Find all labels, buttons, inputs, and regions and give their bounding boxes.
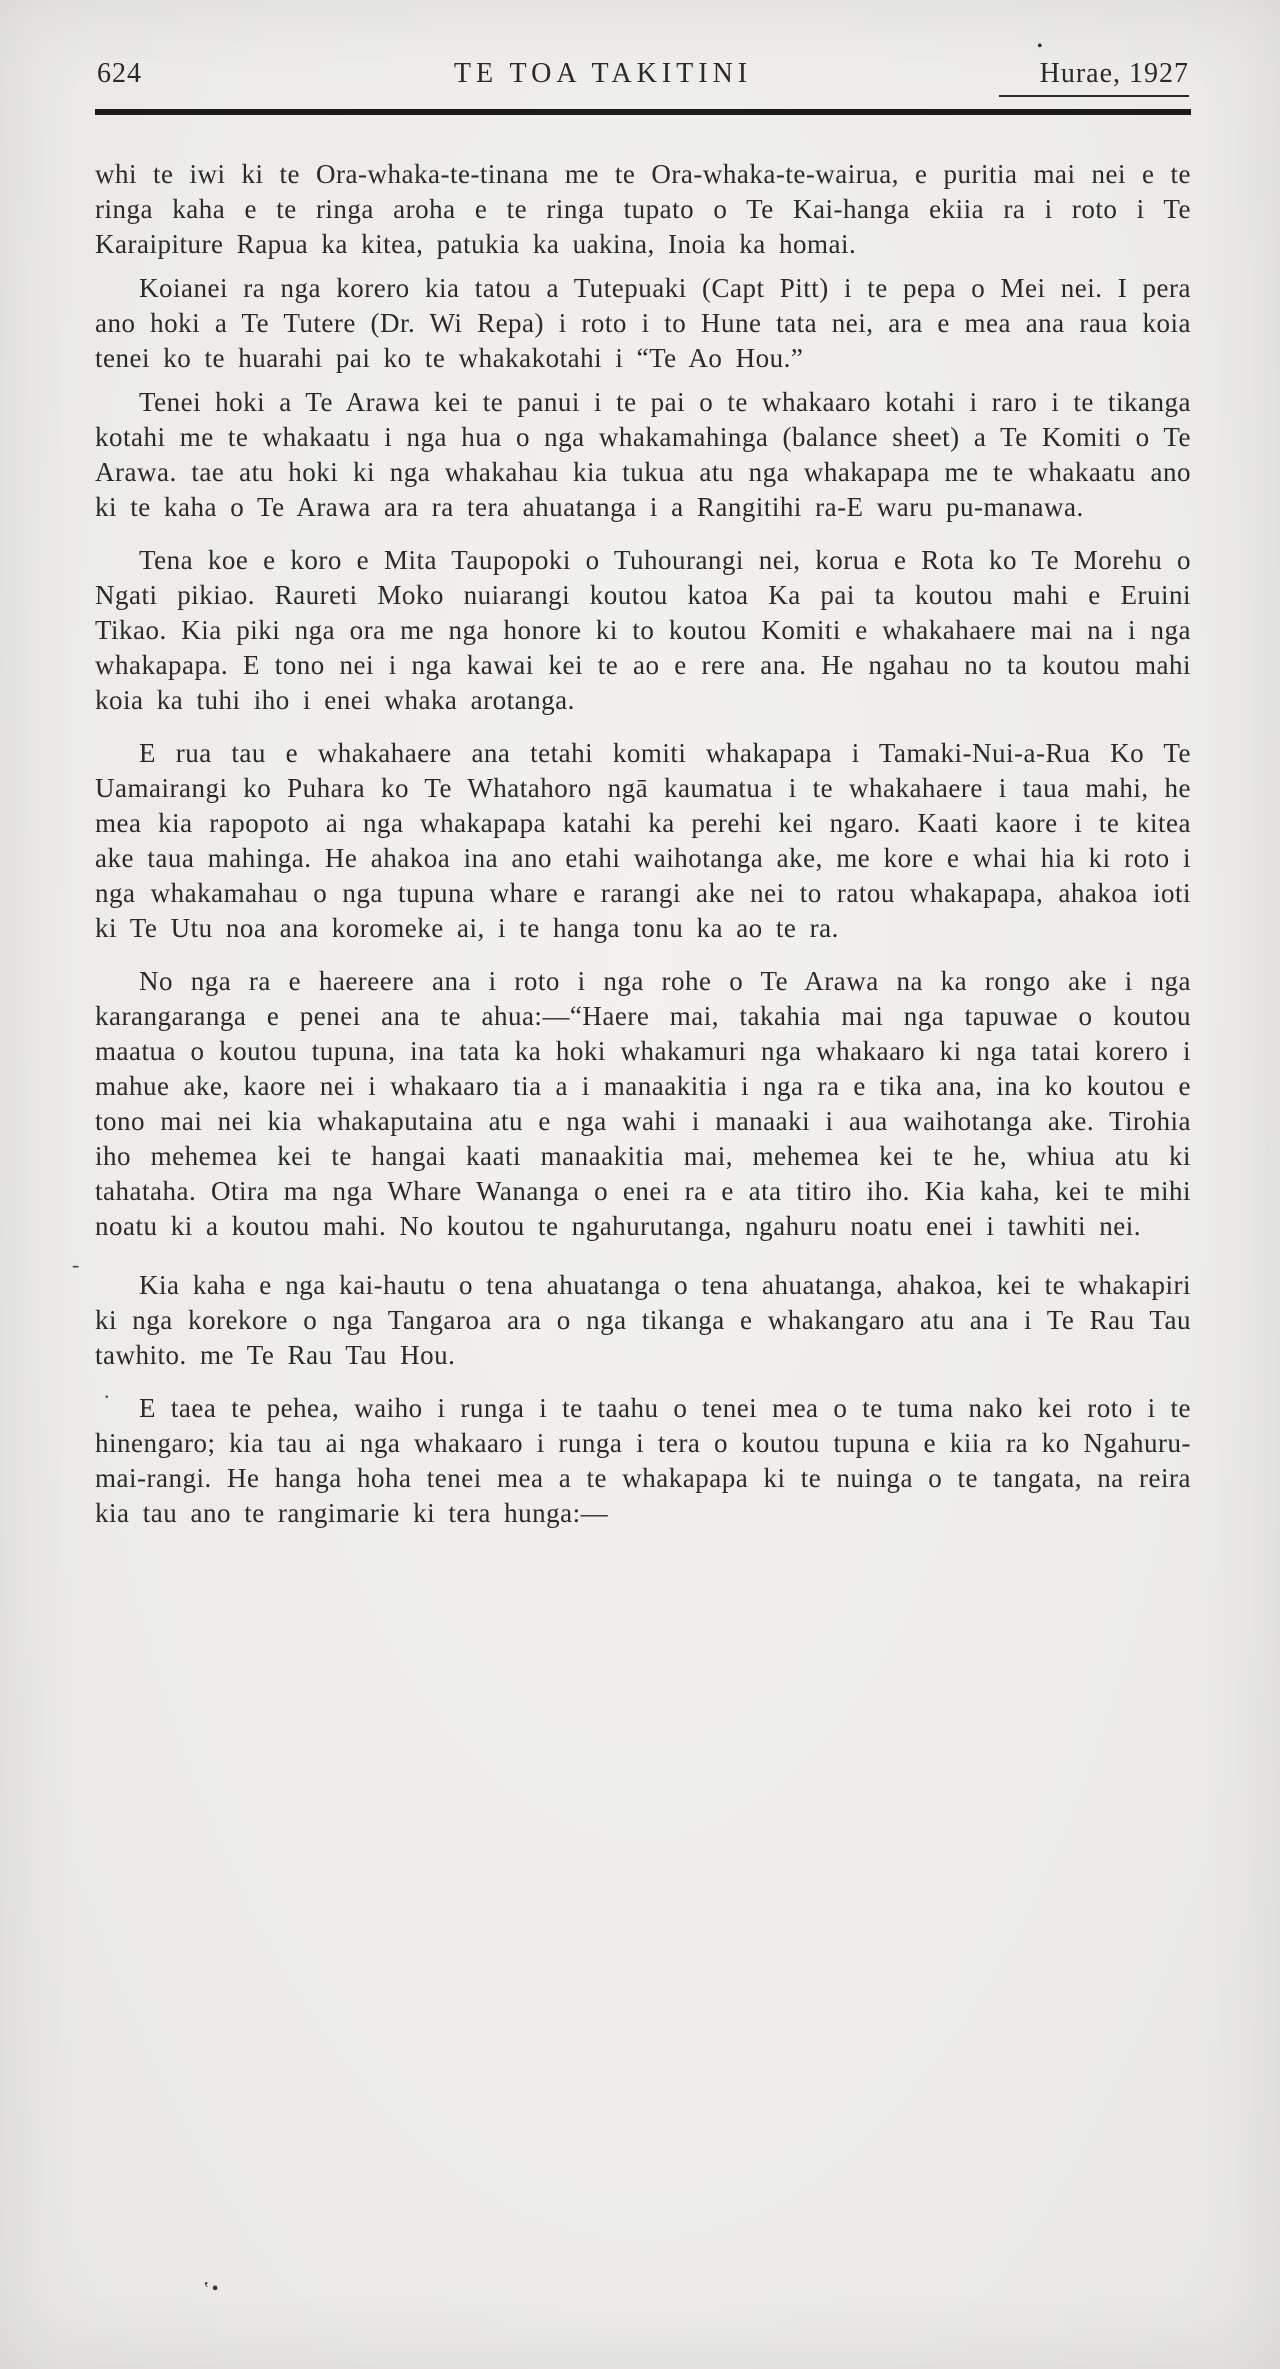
scan-artifact-dash: - bbox=[72, 1252, 80, 1277]
paragraph: Kia kaha e nga kai-hautu o tena ahuatanga o tena ahuatanga, ahakoa, kei te whakapiri ki nga korekore o nga Tangaroa ara o nga tikanga e whakangaro atu ana i Te Rau Tau tawhito. me Te Rau Tau Hou. bbox=[95, 1270, 1191, 1370]
paragraph: No nga ra e haereere ana i roto i nga rohe o Te Arawa na ka rongo ake i nga karangaranga e penei ana te ahua:—“Haere mai, takahia mai nga tapuwae o koutou maatua o koutou tupuna, ina tata ka hoki whakamuri nga whakaaro ki nga tatai korero i mahue ake, kaore nei i whakaaro tia a i manaakitia i nga ra e tika ana, ina ko koutou e tono mai nei kia whakaputaina atu e nga wahi i manaaki i aua waihotanga ake. Tirohia iho mehemea kei te hangai kaati manaakitia mai, mehemea kei te he, whiua atu ki tahataha. Otira ma nga Whare Wananga o enei ra e ata titiro iho. Kia kaha, kei te mihi noatu ki a koutou mahi. No koutou te ngahurutanga, ngahuru noatu enei i tawhiti nei. bbox=[95, 966, 1191, 1241]
issue-date bbox=[999, 38, 1189, 97]
paragraph: E taea te pehea, waiho i runga i te taahu o tenei mea o te tuma nako kei roto i te hinengaro; kia tau ai nga whakaaro i runga i tera o koutou tupuna e kiia ra ko Ngahuru-mai-rangi. He hanga hoha tenei mea a te whakapapa ki te nuinga o te tangata, na reira kia tau ano te rangimarie ki tera hunga:— bbox=[95, 1393, 1191, 1528]
ink-dot-artifact: • bbox=[1037, 38, 1044, 55]
article-body bbox=[95, 157, 1191, 1531]
header-rule bbox=[95, 109, 1191, 115]
paragraph: Tena koe e koro e Mita Taupopoki o Tuhourangi nei, korua e Rota ko Te Morehu o Ngati pikiao. Raureti Moko nuiarangi koutou katoa Ka pai ta koutou mahi e Eruini Tikao. Kia piki nga ora me nga honore ki to koutou Komiti e whakahaere mai na i nga whakapapa. E tono nei i nga kawai kei te ao e rere ana. He ngahau no ta koutou mahi koia ka tuhi iho i enei whaka arotanga. bbox=[95, 545, 1191, 715]
issue-date-text: Hurae, 1927 bbox=[1039, 58, 1189, 89]
scan-artifact-dot: . bbox=[104, 1378, 110, 1403]
page-number: 624 bbox=[97, 58, 142, 89]
paragraph: Koianei ra nga korero kia tatou a Tutepuaki (Capt Pitt) i te pepa o Mei nei. I pera ano hoki a Te Tutere (Dr. Wi Repa) i roto i to Hune tata nei, ara e mea ana raua koia tenei ko te huarahi pai ko te whakakotahi i “Te Ao Hou.” bbox=[95, 273, 1191, 373]
paragraph-continued: whi te iwi ki te Ora-whaka-te-tinana me te Ora-whaka-te-wairua, e puritia mai nei e te ringa kaha e te ringa aroha e te ringa tupato o Te Kai-hanga ekiia ra i roto i Te Karaipiture Rapua ka kitea, patukia ka uakina, Inoia ka homai. bbox=[95, 159, 1191, 259]
text-block bbox=[95, 38, 1191, 1531]
running-head bbox=[95, 38, 1191, 107]
paragraph: E rua tau e whakahaere ana tetahi komiti whakapapa i Tamaki-Nui-a-Rua Ko Te Uamairangi ko Puhara ko Te Whatahoro ngā kaumatua i te whakahaere i taua mahi, he mea kia rapopoto ai nga whakapapa katahi ka perehi kei ngaro. Kaati kaore i te kitea ake taua mahinga. He ahakoa ina ano etahi waihotanga ake, me kore e whai hia ki roto i nga whakamahau o nga tupuna whare e rarangi ake nei to ratou whakapapa, ahakoa ioti ki Te Utu noa ana koromeke ai, i te hanga tonu ka ao te ra. bbox=[95, 738, 1191, 943]
printer-ornament: ‛• bbox=[203, 2278, 221, 2300]
journal-title: TE TOA TAKITINI bbox=[453, 58, 753, 89]
paragraph: Tenei hoki a Te Arawa kei te panui i te pai o te whakaaro kotahi i raro i te tikanga kotahi me te whakaatu i nga hua o nga whakamahinga (balance sheet) a Te Komiti o Te Arawa. tae atu hoki ki nga whakahau kia tukua atu nga whakapapa me te whakaatu ano ki te kaha o Te Arawa ara ra tera ahuatanga i a Rangitihi ra-E waru pu-manawa. bbox=[95, 387, 1191, 522]
